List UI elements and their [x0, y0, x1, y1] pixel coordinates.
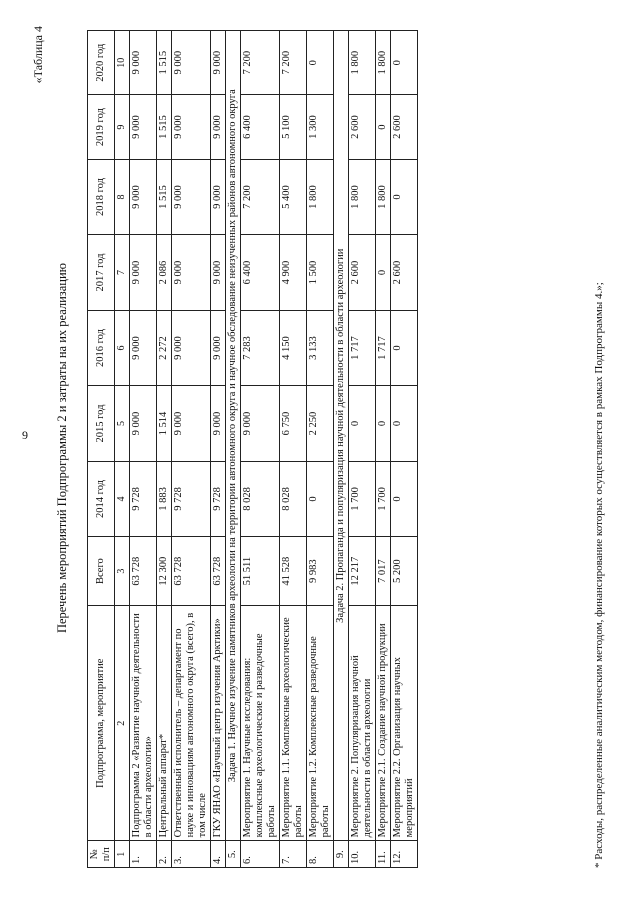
cell-2016: 9 000: [211, 310, 226, 385]
table-row: [241, 31, 280, 868]
cell-2014: 8 028: [280, 461, 307, 536]
cell-2014: 0: [307, 461, 334, 536]
cell-2015: 9 000: [130, 386, 157, 461]
cell-2018: 1 515: [157, 159, 172, 234]
cell-2017: 2 600: [391, 235, 418, 310]
cell-2015: 0: [376, 386, 391, 461]
cell-2019: 5 100: [280, 95, 307, 159]
cell-2015: 9 000: [241, 386, 280, 461]
cell-2018: 0: [391, 159, 418, 234]
cell-2020: 0: [391, 31, 418, 95]
cell-2017: 4 900: [280, 235, 307, 310]
cell-2015: 9 000: [172, 386, 211, 461]
header-2014: 2014 год: [88, 461, 115, 536]
cell-total: 12 300: [157, 537, 172, 606]
column-number: 2: [115, 606, 130, 841]
cell-2017: 9 000: [130, 235, 157, 310]
row-number: 11.: [376, 841, 391, 868]
table-row: [349, 31, 376, 868]
table-row: [307, 31, 334, 868]
header-num: № п/п: [88, 841, 115, 868]
column-number: 9: [115, 95, 130, 159]
task-heading: Задача 2. Пропаганда и популяризация научной деятельности в области археологии: [334, 31, 349, 841]
cell-2017: 0: [376, 235, 391, 310]
cell-2020: 9 000: [172, 31, 211, 95]
table-row: [280, 31, 307, 868]
cell-2015: 2 250: [307, 386, 334, 461]
cell-2019: 6 400: [241, 95, 280, 159]
table-row: [211, 31, 226, 868]
cell-2015: 9 000: [211, 386, 226, 461]
cell-2016: 3 133: [307, 310, 334, 385]
cell-2018: 1 800: [376, 159, 391, 234]
footnote: * Расходы, распределенные аналитическим методом, финансирование которых осуществляется в рамках Подпрограммы 4.»;: [593, 282, 605, 868]
row-name: Мероприятие 2.2. Организация научных мероприятий: [391, 606, 418, 841]
cell-2018: 7 200: [241, 159, 280, 234]
cell-2016: 2 272: [157, 310, 172, 385]
table-row: [376, 31, 391, 868]
header-2019: 2019 год: [88, 95, 115, 159]
cell-2016: 9 000: [130, 310, 157, 385]
cell-2014: 9 728: [172, 461, 211, 536]
header-2017: 2017 год: [88, 235, 115, 310]
row-name: Мероприятие 1.2. Комплексные разведочные работы: [307, 606, 334, 841]
cell-2016: 7 283: [241, 310, 280, 385]
cell-2018: 9 000: [130, 159, 157, 234]
row-number: 7.: [280, 841, 307, 868]
cell-2017: 9 000: [211, 235, 226, 310]
table-label: «Таблица 4: [31, 26, 45, 84]
cell-2014: 1 883: [157, 461, 172, 536]
table-row: [172, 31, 211, 868]
cell-total: 63 728: [172, 537, 211, 606]
cell-2019: 1 515: [157, 95, 172, 159]
cell-total: 12 217: [349, 537, 376, 606]
page-number: 9: [22, 428, 28, 442]
cell-2017: 2 086: [157, 235, 172, 310]
row-name: Мероприятие 2. Популяризация научной деятельности в области археологии: [349, 606, 376, 841]
cell-2020: 7 200: [280, 31, 307, 95]
expenditure-table: [87, 30, 418, 868]
cell-2018: 5 400: [280, 159, 307, 234]
cell-2020: 9 000: [130, 31, 157, 95]
header-2015: 2015 год: [88, 386, 115, 461]
rotated-page-content: [25, 18, 625, 878]
table-row: [130, 31, 157, 868]
cell-2014: 1 700: [376, 461, 391, 536]
column-number: 10: [115, 31, 130, 95]
cell-2019: 1 300: [307, 95, 334, 159]
cell-2020: 7 200: [241, 31, 280, 95]
cell-2019: 9 000: [172, 95, 211, 159]
task-heading: Задача 1. Научное изучение памятников археологии на территории автономного округа и научное обследование неизученных районов автономного округа: [226, 31, 241, 841]
row-number: 3.: [172, 841, 211, 868]
cell-2020: 1 800: [376, 31, 391, 95]
cell-2014: 9 728: [211, 461, 226, 536]
cell-2014: 0: [391, 461, 418, 536]
cell-2016: 4 150: [280, 310, 307, 385]
header-2016: 2016 год: [88, 310, 115, 385]
header-2018: 2018 год: [88, 159, 115, 234]
document-title: Перечень мероприятий Подпрограммы 2 и затраты на их реализацию: [55, 262, 69, 634]
cell-2019: 9 000: [130, 95, 157, 159]
cell-2020: 0: [307, 31, 334, 95]
row-number: 5.: [226, 841, 241, 868]
column-number-row: [115, 31, 130, 868]
cell-2019: 9 000: [211, 95, 226, 159]
column-number: 7: [115, 235, 130, 310]
cell-2018: 9 000: [172, 159, 211, 234]
cell-2019: 2 600: [349, 95, 376, 159]
header-2020: 2020 год: [88, 31, 115, 95]
cell-total: 51 511: [241, 537, 280, 606]
cell-2020: 1 515: [157, 31, 172, 95]
task-row: [334, 31, 349, 868]
cell-2016: 1 717: [376, 310, 391, 385]
cell-2018: 9 000: [211, 159, 226, 234]
cell-2014: 9 728: [130, 461, 157, 536]
cell-total: 5 200: [391, 537, 418, 606]
row-name: Центральный аппарат*: [157, 606, 172, 841]
task-row: [226, 31, 241, 868]
cell-total: 7 017: [376, 537, 391, 606]
cell-2014: 1 700: [349, 461, 376, 536]
header-name: Подпрограмма, мероприятие: [88, 606, 115, 841]
row-name: Подпрограмма 2 «Развитие научной деятельности в области археологии»: [130, 606, 157, 841]
column-number: 8: [115, 159, 130, 234]
cell-2019: 2 600: [391, 95, 418, 159]
cell-2017: 2 600: [349, 235, 376, 310]
row-number: 4.: [211, 841, 226, 868]
row-name: ГКУ ЯНАО «Научный центр изучения Арктики»: [211, 606, 226, 841]
table-row: [157, 31, 172, 868]
cell-2015: 1 514: [157, 386, 172, 461]
cell-2020: 9 000: [211, 31, 226, 95]
cell-2017: 9 000: [172, 235, 211, 310]
row-number: 9.: [334, 841, 349, 868]
row-name: Мероприятие 1. Научные исследования: комплексные археологические и разведочные работы: [241, 606, 280, 841]
cell-2017: 6 400: [241, 235, 280, 310]
cell-total: 41 528: [280, 537, 307, 606]
cell-2018: 1 800: [307, 159, 334, 234]
cell-2016: 0: [391, 310, 418, 385]
row-number: 12.: [391, 841, 418, 868]
column-number: 1: [115, 841, 130, 868]
column-number: 4: [115, 461, 130, 536]
row-name: Мероприятие 1.1. Комплексные археологические работы: [280, 606, 307, 841]
cell-2015: 6 750: [280, 386, 307, 461]
header-row: [88, 31, 115, 868]
header-total: Всего: [88, 537, 115, 606]
row-number: 10.: [349, 841, 376, 868]
cell-2016: 1 717: [349, 310, 376, 385]
row-number: 6.: [241, 841, 280, 868]
column-number: 5: [115, 386, 130, 461]
cell-2015: 0: [391, 386, 418, 461]
cell-total: 63 728: [130, 537, 157, 606]
cell-2018: 1 800: [349, 159, 376, 234]
row-number: 1.: [130, 841, 157, 868]
column-number: 3: [115, 537, 130, 606]
cell-total: 63 728: [211, 537, 226, 606]
cell-2017: 1 500: [307, 235, 334, 310]
table-row: [391, 31, 418, 868]
cell-total: 9 983: [307, 537, 334, 606]
row-number: 8.: [307, 841, 334, 868]
row-name: Мероприятие 2.1. Создание научной продукции: [376, 606, 391, 841]
cell-2015: 0: [349, 386, 376, 461]
cell-2020: 1 800: [349, 31, 376, 95]
cell-2014: 8 028: [241, 461, 280, 536]
column-number: 6: [115, 310, 130, 385]
cell-2016: 9 000: [172, 310, 211, 385]
row-name: Ответственный исполнитель – департамент по науке и инновациям автономного округа (всего), в том числе: [172, 606, 211, 841]
row-number: 2.: [157, 841, 172, 868]
cell-2019: 0: [376, 95, 391, 159]
